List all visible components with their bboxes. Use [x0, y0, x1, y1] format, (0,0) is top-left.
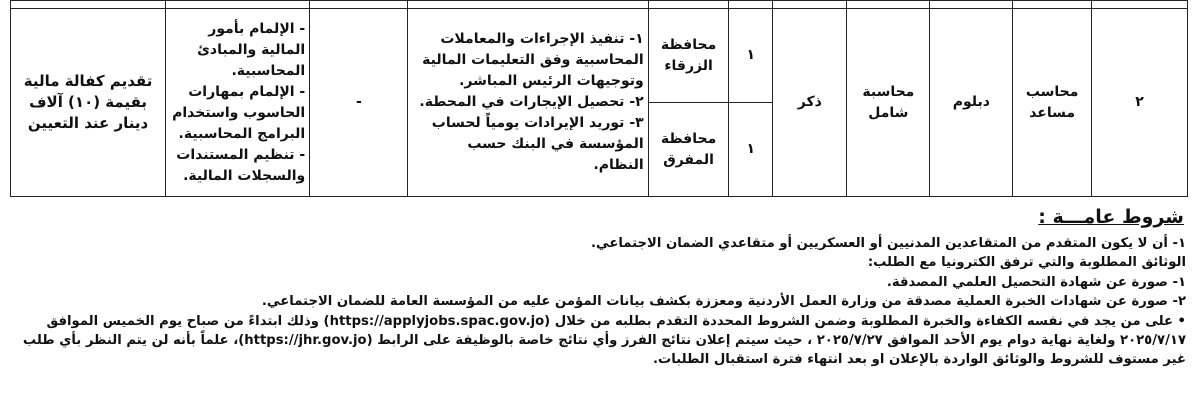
application-text-a: • على من يجد في نفسه الكفاءة والخبرة المطلوبة وضمن الشروط المحددة التقدم بطلبه من خلال (: [544, 313, 1186, 329]
general-terms: [14, 204, 1186, 370]
dates-text-b: )، علماً بأنه لن يتم النظر بأي طلب: [22, 333, 245, 349]
vacancy-count-1: ١: [729, 9, 773, 103]
dates-text-a: ٢٠٢٥/٧/١٧ ولغاية نهاية دوام يوم الأحد الموافق ٢٠٢٥/٧/٢٧ ، حيث سيتم إعلان نتائج الفرز وأي نتائج خاصة بالوظيفة على الرابط (: [366, 333, 1186, 349]
job-title: محاسب مساعد: [1013, 9, 1092, 197]
vacancy-count-2: ١: [729, 103, 773, 197]
terms-title: شروط عامـــة :: [1038, 206, 1184, 228]
gender: ذكر: [773, 9, 847, 197]
skills: - الإلمام بأمور المالية والمبادئ المحاسبية. - الإلمام بمهارات الحاسوب واستخدام البرامج المحاسبية. - تنظيم المستندات والسجلات المالية.: [166, 9, 310, 197]
jobs-table: [10, 0, 1188, 197]
job-duties: ١- تنفيذ الإجراءات والمعاملات المحاسبية وفق التعليمات المالية وتوجيهات الرئيس المباشر. ٢- تحصيل الإيجارات في المحطة. ٣- توريد الإيرادات يومياً لحساب المؤسسة في البنك حسب النظام.: [408, 9, 648, 197]
experience: -: [310, 9, 408, 197]
specialization: محاسبة شامل: [847, 9, 930, 197]
qualification: دبلوم: [930, 9, 1013, 197]
apply-link[interactable]: https://applyjobs.spac.gov.jo: [329, 313, 545, 329]
document-2: ٢- صورة عن شهادات الخبرة العملية مصدقة من وزارة العمل الأردنية ومعززة بكشف بيانات المؤمن عليه من المؤسسة العامة للضمان الاجتماعي.: [261, 294, 1186, 310]
location-2: محافظة المفرق: [648, 103, 729, 197]
row-number: ٢: [1091, 9, 1187, 197]
dates-line: [14, 331, 1186, 350]
term-line-1: ١- أن لا يكون المتقدم من المتقاعدين المدنيين أو العسكريين أو متقاعدي الضمان الاجتماعي.: [590, 236, 1186, 251]
application-text-b: ) وذلك ابتداءً من صباح يوم الخميس الموافق: [46, 313, 330, 329]
notes: تقديم كفالة مالية بقيمة (١٠) آلاف دينار عند التعيين: [11, 9, 166, 197]
location-1: محافظة الزرقاء: [648, 9, 729, 103]
table-row-top: [11, 1, 1188, 9]
documents-heading: الوثائق المطلوبة والتي ترفق الكترونيا مع الطلب:: [867, 255, 1186, 271]
closing-line: غير مستوف للشروط والوثائق الواردة بالإعلان او بعد انتهاء فترة استقبال الطلبات.: [652, 352, 1186, 368]
table-row: [11, 9, 1188, 103]
results-link[interactable]: https://jhr.gov.jo: [244, 333, 367, 349]
document-1: ١- صورة عن شهادة التحصيل العلمي المصدقة.: [886, 274, 1186, 290]
application-line: [14, 312, 1186, 331]
